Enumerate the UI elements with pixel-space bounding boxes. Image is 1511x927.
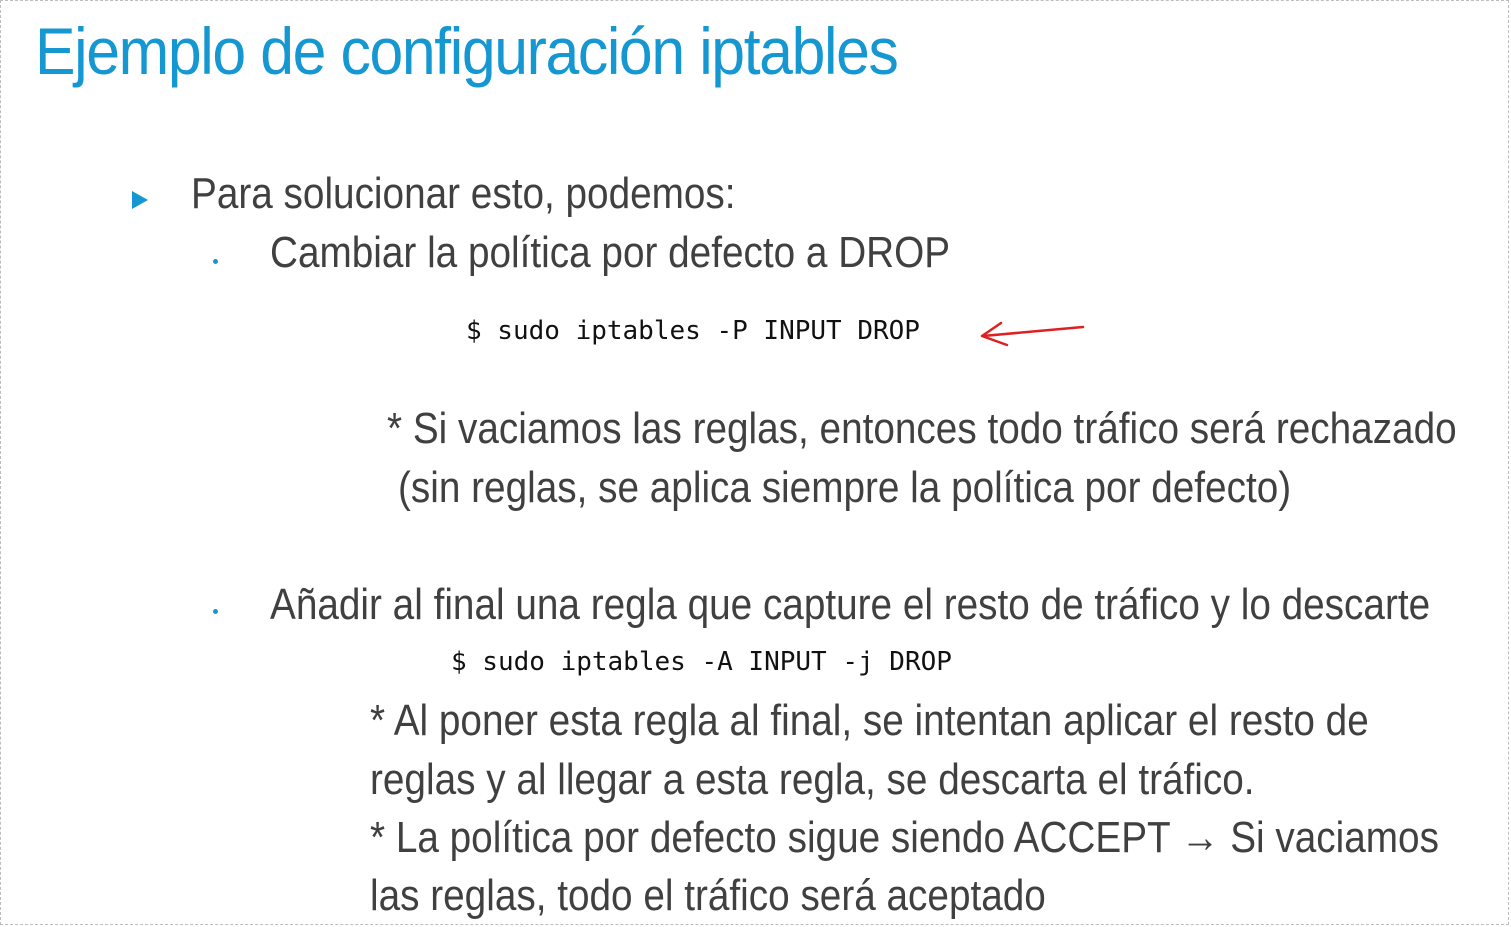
note-line: las reglas, todo el tráfico será aceptado	[370, 871, 1046, 920]
note-line: reglas y al llegar a esta regla, se descarta el tráfico.	[370, 755, 1255, 804]
note-line: * Si vaciamos las reglas, entonces todo tráfico será rechazado	[387, 404, 1457, 453]
command-set-policy-drop: $ sudo iptables -P INPUT DROP	[466, 316, 920, 346]
slide-title: Ejemplo de configuración iptables	[35, 14, 898, 88]
triangle-bullet-icon	[132, 191, 148, 209]
note-line: * La política por defecto sigue siendo ACCEPT → Si vaciamos	[370, 813, 1439, 862]
red-arrow-icon	[979, 319, 1089, 353]
option-label-default-policy: Cambiar la política por defecto a DROP	[270, 228, 951, 277]
main-bullet-text: Para solucionar esto, podemos:	[191, 169, 736, 218]
note-line: * Al poner esta regla al final, se intentan aplicar el resto de	[370, 696, 1369, 745]
sub-bullet-dot-icon	[213, 609, 218, 614]
command-append-drop-rule: $ sudo iptables -A INPUT -j DROP	[451, 647, 952, 677]
note-line: (sin reglas, se aplica siempre la política por defecto)	[398, 463, 1292, 512]
sub-bullet-dot-icon	[213, 259, 218, 264]
option-label-final-drop-rule: Añadir al final una regla que capture el resto de tráfico y lo descarte	[270, 580, 1431, 629]
